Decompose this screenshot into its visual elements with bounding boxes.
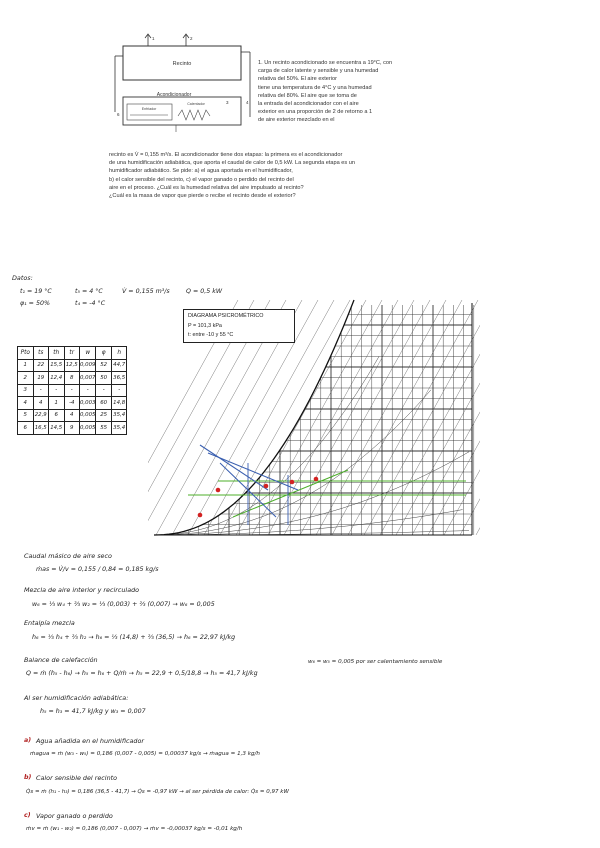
statement-line: 1. Un recinto acondicionado se encuentra a 19°C, con bbox=[258, 60, 393, 66]
statement-line: la entrada del acondicionador con el aire bbox=[258, 101, 359, 108]
table-cell: 0,005 bbox=[80, 422, 96, 435]
enthalpy-line bbox=[396, 300, 480, 535]
part-c-title: Vapor ganado o perdido bbox=[36, 812, 113, 820]
table-cell: 12,4 bbox=[49, 372, 65, 385]
table-row bbox=[18, 372, 127, 385]
statement-line: recinto es V̇ = 0,155 m³/s. El acondicionador tiene dos etapas: la primera es el acondicionador bbox=[109, 152, 343, 158]
header-cell: φ bbox=[96, 347, 112, 360]
statement-line: tiene una temperatura de 4°C y una humedad bbox=[258, 84, 372, 91]
heat-balance-equation: Q = ṁ (h₅ - h₆) → h₅ = h₆ + Q/ṁ → h₅ = 22,9 + 0,5/18,8 → h₅ = 41,7 kJ/kg bbox=[26, 670, 258, 677]
svg-text:2: 2 bbox=[190, 36, 193, 41]
heat-balance-title: Balance de calefacción bbox=[24, 656, 98, 664]
relative-humidity-curve bbox=[154, 390, 431, 535]
header-cell: h bbox=[111, 347, 127, 360]
table-cell: 35,4 bbox=[111, 422, 127, 435]
statement-line: de una humidificación adiabática, que aporta el caudal de calor de 0,5 kW. La segunda etapa es un bbox=[109, 160, 355, 167]
table-cell: 50 bbox=[96, 372, 112, 385]
part-a-title: Agua añadida en el humidificador bbox=[36, 737, 144, 745]
table-cell: - bbox=[64, 384, 80, 397]
table-row bbox=[18, 422, 127, 435]
enthalpy-line bbox=[412, 300, 480, 535]
statement-line: b) el calor sensible del recinto, c) el vapor ganado o perdido del recinto del bbox=[109, 176, 294, 183]
statement-line: ¿Cuál es la masa de vapor que pierde o recibe el recinto desde el exterior? bbox=[109, 193, 296, 200]
table-cell: 2 bbox=[18, 372, 34, 385]
svg-text:4: 4 bbox=[246, 100, 249, 105]
datos-heat: Q = 0,5 kW bbox=[186, 288, 223, 295]
mix-title: Mezcla de aire interior y recirculado bbox=[24, 586, 140, 594]
svg-text:6: 6 bbox=[117, 112, 120, 117]
table-cell: 19 bbox=[33, 372, 49, 385]
table-cell: 4 bbox=[64, 409, 80, 422]
svg-text:Calentador: Calentador bbox=[187, 102, 205, 106]
legend-range: t: entre -10 y 55 °C bbox=[188, 332, 234, 338]
flow-equation: ṁas = V̇/v = 0,155 / 0,84 = 0,185 kg/s bbox=[36, 566, 159, 573]
table-cell: 1 bbox=[18, 359, 34, 372]
enthalpy-line bbox=[316, 300, 446, 535]
statement-line: carga de calor latente y sensible y una humedad bbox=[258, 68, 379, 75]
statement-line: humidificador adiabático. Se pide: a) el agua aportada en el humidificador, bbox=[109, 168, 293, 175]
table-cell: 22,9 bbox=[33, 409, 49, 422]
header-cell: th bbox=[49, 347, 65, 360]
legend-pressure: P = 101,3 kPa bbox=[188, 322, 222, 329]
enthalpy-line bbox=[300, 300, 430, 535]
enthalpy-line bbox=[380, 300, 480, 535]
datos-phi1: φ₁ = 50% bbox=[20, 300, 50, 307]
table-cell: 44,7 bbox=[111, 359, 127, 372]
table-cell: 14,8 bbox=[111, 397, 127, 410]
enthalpy-equation: h₆ = ⅓ h₄ + ⅔ h₂ → h₆ = ⅓ (14,8) + ⅔ (36,5) → h₆ = 22,97 kJ/kg bbox=[32, 634, 236, 641]
adiabatic-equation: h₅ = h₃ = 41,7 kJ/kg y w₃ = 0,007 bbox=[40, 708, 146, 715]
table-cell: 5 bbox=[18, 409, 34, 422]
enthalpy-line bbox=[364, 300, 480, 535]
table-cell: 52 bbox=[96, 359, 112, 372]
table-cell: 4 bbox=[18, 397, 34, 410]
heat-balance-note: w₆ = w₅ = 0,005 por ser calentamiento sensible bbox=[308, 659, 443, 665]
table-cell: 16,5 bbox=[33, 422, 49, 435]
table-cell: - bbox=[33, 384, 49, 397]
table-cell: 12,5 bbox=[64, 359, 80, 372]
statement-right-column bbox=[258, 59, 480, 125]
header-cell: w bbox=[80, 347, 96, 360]
table-header-row bbox=[18, 347, 127, 360]
header-cell: tr bbox=[64, 347, 80, 360]
state-table bbox=[17, 346, 127, 435]
table-cell: 1 bbox=[49, 397, 65, 410]
header-cell: Pto bbox=[18, 347, 34, 360]
statement-full-width bbox=[109, 151, 481, 200]
table-cell: 9 bbox=[64, 422, 80, 435]
datos-title: Datos: bbox=[12, 274, 33, 282]
table-cell: 0,005 bbox=[80, 409, 96, 422]
table-cell: - bbox=[80, 384, 96, 397]
table-cell: 0,003 bbox=[80, 397, 96, 410]
table-cell: 25 bbox=[96, 409, 112, 422]
datos-flow: V̇ = 0,155 m³/s bbox=[122, 288, 170, 295]
part-c-label: c) bbox=[24, 812, 31, 819]
table-cell: 3 bbox=[18, 384, 34, 397]
flow-title: Caudal másico de aire seco bbox=[24, 552, 112, 560]
legend-title: DIAGRAMA PSICROMÉTRICO bbox=[188, 313, 264, 319]
datos-t4: t₄ = -4 °C bbox=[75, 300, 106, 307]
part-c-equation: ṁv = ṁ (w₁ - w₂) = 0,186 (0,007 - 0,007) → ṁv = -0,00037 kg/s = -0,01 kg/h bbox=[26, 826, 243, 832]
header-cell: ts bbox=[33, 347, 49, 360]
table-cell: 6 bbox=[18, 422, 34, 435]
table-cell: 36,5 bbox=[111, 372, 127, 385]
enthalpy-line bbox=[284, 300, 414, 535]
svg-text:1: 1 bbox=[152, 36, 155, 41]
table-cell: 0,007 bbox=[80, 372, 96, 385]
part-a-equation: ṁagua = ṁ (w₃ - w₅) = 0,186 (0,007 - 0,005) = 0,00037 kg/s → ṁagua = 1,3 kg/h bbox=[30, 751, 260, 757]
statement-line: relativa del 50%. El aire exterior bbox=[258, 76, 337, 83]
table-cell: 8 bbox=[64, 372, 80, 385]
table-cell: 14,5 bbox=[49, 422, 65, 435]
state-point-marker bbox=[216, 488, 221, 493]
table-row bbox=[18, 384, 127, 397]
enthalpy-title: Entalpía mezcla bbox=[24, 619, 75, 627]
table-cell: - bbox=[96, 384, 112, 397]
state-point-marker bbox=[264, 484, 269, 489]
table-cell: - bbox=[49, 384, 65, 397]
svg-text:3: 3 bbox=[226, 100, 229, 105]
table-cell: 22 bbox=[33, 359, 49, 372]
system-schematic bbox=[108, 32, 258, 132]
mix-equation: w₆ = ⅓ w₄ + ⅔ w₂ = ⅓ (0,003) + ⅔ (0,007) → w₆ = 0,005 bbox=[32, 601, 215, 608]
statement-line: relativa del 80%. El aire que se toma de bbox=[258, 92, 357, 99]
room-label: Recinto bbox=[172, 61, 192, 67]
svg-text:Enfriador: Enfriador bbox=[141, 107, 157, 111]
table-cell: 60 bbox=[96, 397, 112, 410]
state-point-marker bbox=[290, 480, 295, 485]
part-b-label: b) bbox=[24, 774, 32, 781]
table-cell: 0,009 bbox=[80, 359, 96, 372]
statement-line: exterior en una proporción de 2 de retorno a 1 bbox=[258, 109, 373, 116]
statement-line: de aire exterior mezclado en el bbox=[258, 117, 335, 124]
table-cell: 6 bbox=[49, 409, 65, 422]
table-row bbox=[18, 409, 127, 422]
state-point-marker bbox=[314, 477, 319, 482]
ac-label: Acondicionador bbox=[156, 92, 192, 98]
table-cell: 4 bbox=[33, 397, 49, 410]
statement-line: aire en el proceso. ¿Cuál es la humedad relativa del aire impulsado al recinto? bbox=[109, 184, 304, 191]
part-b-equation: Q̇s = ṁ (h₁ - h₃) = 0,186 (36,5 - 41,7) → Q̇s = -0,97 kW → al ser pérdida de calor: Q̇s = 0,97 kW bbox=[26, 789, 289, 795]
part-a-label: a) bbox=[24, 737, 32, 744]
table-cell: 15,5 bbox=[49, 359, 65, 372]
table-row bbox=[18, 397, 127, 410]
table-cell: - bbox=[111, 384, 127, 397]
table-cell: 35,4 bbox=[111, 409, 127, 422]
chart-legend bbox=[183, 309, 295, 343]
adiabatic-title: Al ser humidificación adiabática: bbox=[24, 694, 129, 702]
table-cell: -4 bbox=[64, 397, 80, 410]
table-cell: 55 bbox=[96, 422, 112, 435]
datos-t5: t₅ = 4 °C bbox=[75, 288, 103, 295]
table-row bbox=[18, 359, 127, 372]
part-b-title: Calor sensible del recinto bbox=[36, 774, 118, 782]
state-point-marker bbox=[198, 513, 203, 518]
datos-t1: t₁ = 19 °C bbox=[20, 288, 52, 295]
